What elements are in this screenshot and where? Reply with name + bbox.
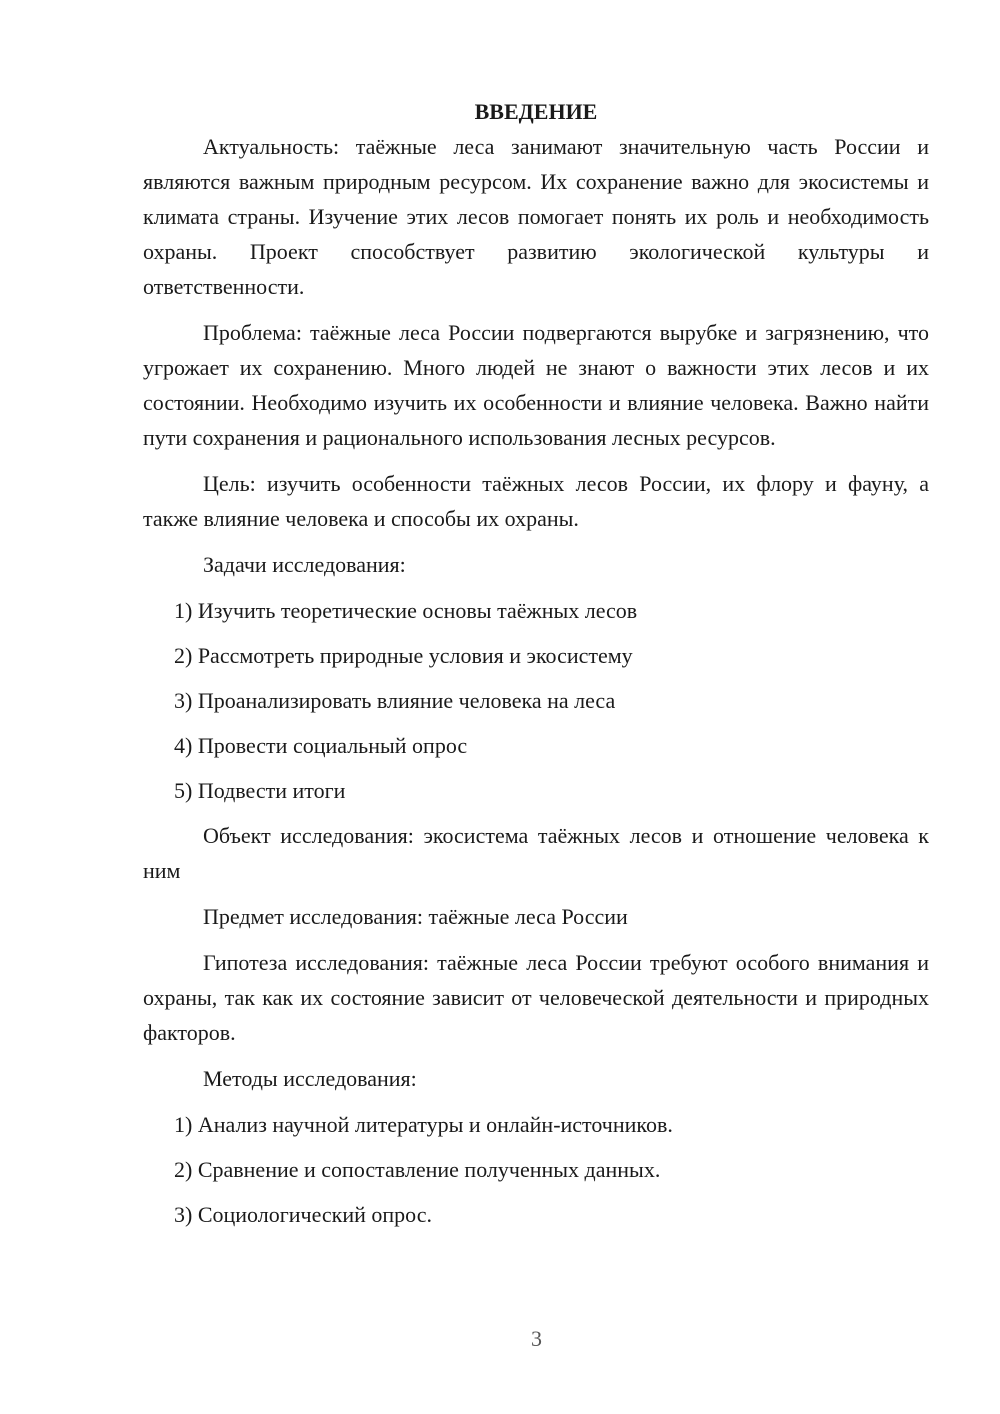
task-item: 5) Подвести итоги: [174, 778, 346, 803]
tasks-heading: Задачи исследования:: [203, 552, 406, 577]
problem-paragraph: Проблема: таёжные леса России подвергаются вырубке и загрязнению, что угрожает их сохранению. Много людей не знают о важности этих лесов и их состоянии. Необходимо изучить их особенности и влияние человека. Важно найти пути сохранения и рационального использования лесных ресурсов.: [143, 320, 929, 450]
object-paragraph: Объект исследования: экосистема таёжных лесов и отношение человека к ним: [143, 823, 929, 883]
task-item: 3) Проанализировать влияние человека на леса: [174, 688, 616, 713]
page-title: ВВЕДЕНИЕ: [474, 99, 598, 124]
task-item: 1) Изучить теоретические основы таёжных лесов: [174, 598, 638, 623]
subject-paragraph: Предмет исследования: таёжные леса России: [203, 904, 628, 929]
method-item: 3) Социологический опрос.: [174, 1202, 432, 1227]
document-page: [143, 92, 929, 1242]
method-item: 1) Анализ научной литературы и онлайн-источников.: [174, 1112, 673, 1137]
relevance-paragraph: Актуальность: таёжные леса занимают значительную часть России и являются важным природным ресурсом. Их сохранение важно для экосистемы и климата страны. Изучение этих лесов помогает понять их роль и необходимость охраны. Проект способствует развитию экологической культуры и ответственности.: [143, 134, 929, 299]
method-item: 2) Сравнение и сопоставление полученных данных.: [174, 1157, 661, 1182]
task-item: 2) Рассмотреть природные условия и экосистему: [174, 643, 633, 668]
task-item: 4) Провести социальный опрос: [174, 733, 468, 758]
page-number: 3: [531, 1326, 542, 1351]
goal-paragraph: Цель: изучить особенности таёжных лесов России, их флору и фауну, а также влияние человека и способы их охраны.: [143, 471, 929, 531]
hypothesis-paragraph: Гипотеза исследования: таёжные леса России требуют особого внимания и охраны, так как их состояние зависит от человеческой деятельности и природных факторов.: [143, 950, 929, 1045]
methods-heading: Методы исследования:: [203, 1066, 417, 1091]
